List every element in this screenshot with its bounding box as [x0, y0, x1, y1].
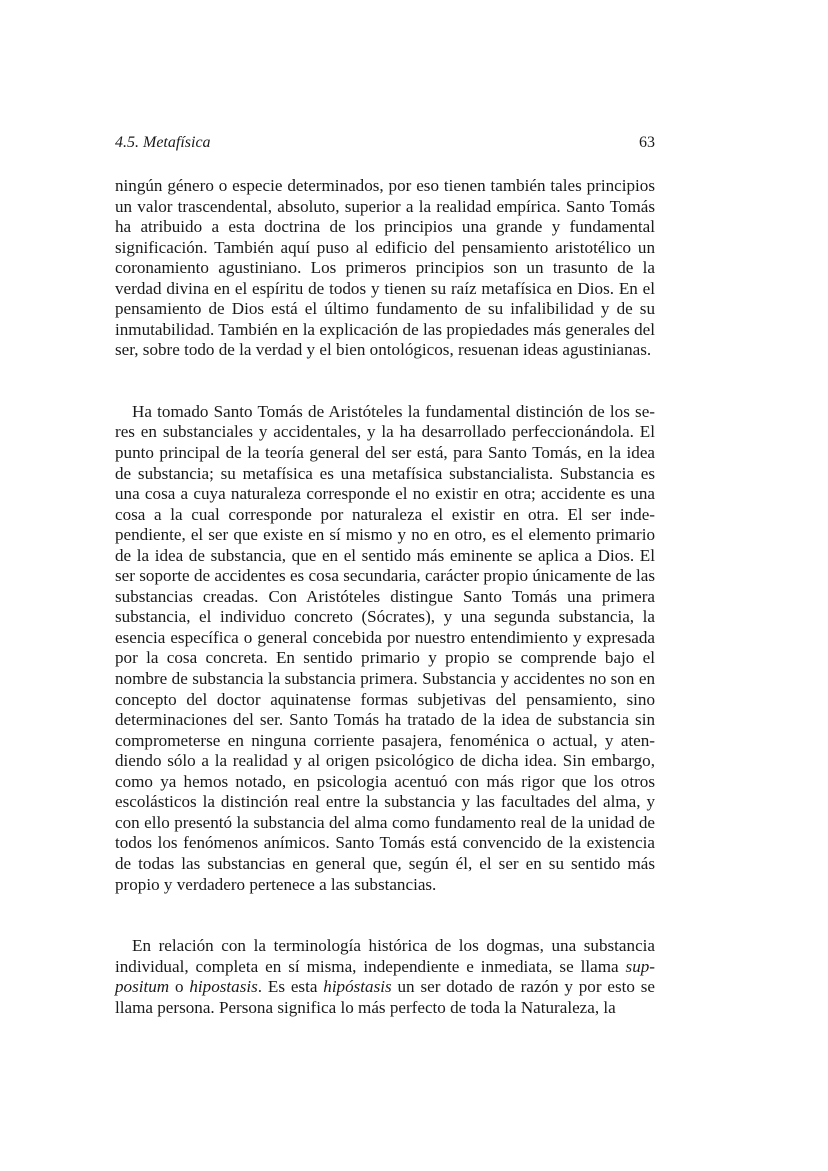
paragraph-text: . Es esta [257, 977, 324, 997]
greek-term: hipostasis [189, 977, 258, 997]
paragraph-text: ningún género o especie determinados, por eso tienen también tales principios un valor trascendental, absoluto, superior a la realidad empírica. Santo Tomás ha atribuido a esta doctrina de los principios una grande y fundamental significación. También aquí puso al edificio del pensamiento aristotélico un coronamiento agustiniano. Los primeros principios son un trasunto de la verdad divina en el espíritu de todos y tienen su raíz metafísica en Dios. En el pensamiento de Dios está el último fundamento de su infalibilidad y de su inmutabilidad. También en la explicación de las propiedades más generales del ser, sobre todo de la verdad y el bien ontológicos, resuenan ideas agustinianas. [115, 176, 655, 360]
latin-term: suppositum [115, 956, 655, 997]
paragraph [115, 176, 655, 361]
running-header [115, 134, 655, 152]
page-body [115, 176, 655, 1018]
paragraph-text: o [169, 977, 190, 997]
paragraph [115, 936, 655, 1018]
page-number: 63 [639, 134, 655, 151]
paragraph-text: Ha tomado Santo Tomás de Aristóteles la fundamental distinción de los seres en substanciales y accidentales, y la ha desarrollado perfeccionándola. El punto principal de la teoría general del ser está, para Santo Tomás, en la idea de substancia; su metafísica es una metafísica substancialista. Substancia es una cosa a cuya naturaleza corresponde el no existir en otra; accidente es una cosa a la cual corresponde por naturaleza el existir en otra. El ser independiente, el ser que existe en sí mismo y no en otro, es el elemento primario de la idea de substancia, que en el sentido más eminente se aplica a Dios. El ser soporte de accidentes es cosa secundaria, carácter propio únicamente de las substancias creadas. Con Aristóteles distingue Santo Tomás una primera substancia, el individuo concreto (Sócrates), y una segunda substancia, la esencia específica o general concebida por nuestro entendimiento y expresada por la cosa concreta. En sentido primario y propio se comprende bajo el nombre de substancia la substancia primera. Substancia y accidentes no son en concepto del doctor aquinatense formas subjetivas del pensamiento, sino determinaciones del ser. Santo Tomás ha tratado de la idea de substancia sin comprometerse en ninguna corriente pasajera, fenoménica o actual, y atendiendo sólo a la realidad y al origen psicológico de dicha idea. Sin embargo, como ya hemos notado, en psicologia acentuó con más rigor que los otros escolásticos la distinción real entre la substancia y las facultades del alma, y con ello presentó la substancia del alma como fundamento real de la unidad de todos los fenómenos anímicos. Santo Tomás está convencido de la existencia de todas las substancias en general que, según él, el ser en su sentido más propio y verdadero pertenece a las substancias. [115, 401, 655, 894]
greek-term: hipóstasis [323, 977, 392, 997]
section-title: 4.5. Metafísica [115, 134, 211, 151]
paragraph-text: un ser dotado de razón y por esto se llama persona. Persona significa lo más perfecto de toda la Naturaleza, la [115, 977, 656, 1017]
paragraph [115, 402, 655, 895]
paragraph-text: En relación con la terminología histórica de los dogmas, una substancia individual, completa en sí misma, independiente e inmediata, se llama [115, 936, 655, 976]
